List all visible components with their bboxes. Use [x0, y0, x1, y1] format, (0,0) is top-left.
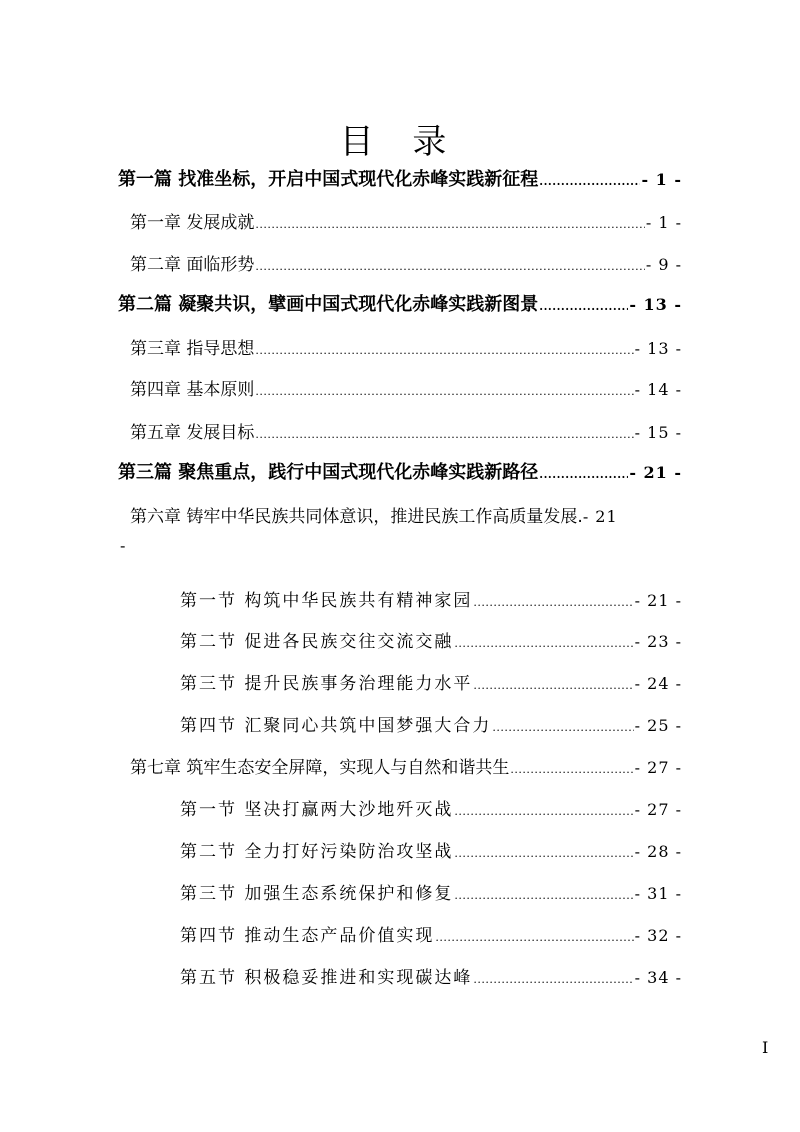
toc-entry-label: 第三章 指导思想 [130, 339, 255, 359]
toc-entry-page: - 14 - [634, 380, 682, 399]
toc-entry-page: - 1 - [645, 213, 682, 232]
toc-entry-label: 第四节 推动生态产品价值实现 [180, 926, 435, 946]
leader-dots [539, 462, 628, 488]
leader-dots [454, 841, 633, 867]
leader-dots [255, 254, 644, 280]
toc-entry-section-6-4[interactable] [180, 713, 682, 739]
leader-dots [454, 883, 633, 909]
toc-entry-chapter-6[interactable] [130, 504, 690, 530]
toc-entry-page: - 34 - [634, 968, 682, 987]
toc-entry-page: - 13 - [634, 339, 682, 358]
leader-dots [454, 799, 633, 825]
toc-entry-label: 第一章 发展成就 [130, 213, 255, 233]
toc-entry-chapter-3[interactable] [130, 336, 682, 362]
toc-entry-section-7-2[interactable] [180, 839, 682, 865]
toc-entry-page: - 27 - [634, 758, 682, 777]
toc-entry-chapter-7[interactable] [130, 755, 682, 781]
leader-dots [255, 338, 633, 364]
toc-entry-part-1[interactable] [118, 167, 682, 193]
toc-entry-label: 第六章 铸牢中华民族共同体意识，推进民族工作高质量发展. [130, 507, 583, 527]
leader-dots [255, 422, 633, 448]
toc-entry-section-7-1[interactable] [180, 797, 682, 823]
toc-entry-page: - 1 - [641, 170, 682, 189]
toc-entry-section-7-3[interactable] [180, 881, 682, 907]
toc-entry-label: 第三节 提升民族事务治理能力水平 [180, 674, 473, 694]
toc-entry-label: 第一节 坚决打赢两大沙地歼灭战 [180, 800, 454, 820]
toc-entry-part-2[interactable] [118, 292, 682, 318]
toc-entry-section-6-3[interactable] [180, 671, 682, 697]
toc-entry-section-6-1[interactable] [180, 588, 682, 614]
toc-entry-label: 第三节 加强生态系统保护和修复 [180, 884, 454, 904]
toc-entry-label: 第五节 积极稳妥推进和实现碳达峰 [180, 968, 473, 988]
toc-entry-section-7-5[interactable] [180, 965, 682, 991]
toc-entry-page: - 27 - [634, 800, 682, 819]
page-number: I [762, 1038, 769, 1057]
toc-entry-label: 第二章 面临形势 [130, 255, 255, 275]
toc-entry-chapter-5[interactable] [130, 420, 682, 446]
toc-entry-chapter-4[interactable] [130, 377, 682, 403]
toc-entry-label: 第二节 全力打好污染防治攻坚战 [180, 842, 454, 862]
toc-entry-page: - 28 - [634, 842, 682, 861]
toc-entry-label: 第二篇 凝聚共识，擘画中国式现代化赤峰实践新图景 [118, 294, 539, 315]
toc-entry-label: 第七章 筑牢生态安全屏障，实现人与自然和谐共生 [130, 758, 510, 778]
leader-dots [255, 379, 633, 405]
toc-entry-page: - 24 - [634, 674, 682, 693]
toc-entry-label: 第一节 构筑中华民族共有精神家园 [180, 591, 473, 611]
toc-title: 目 录 [339, 122, 461, 162]
toc-entry-section-6-2[interactable] [180, 629, 682, 655]
toc-entry-page: - 9 - [645, 255, 682, 274]
toc-entry-section-7-4[interactable] [180, 923, 682, 949]
leader-dots [454, 631, 633, 657]
toc-entry-page-wrap: - [120, 536, 126, 555]
toc-entry-part-3[interactable] [118, 460, 682, 486]
toc-entry-label: 第一篇 找准坐标，开启中国式现代化赤峰实践新征程 [118, 169, 539, 190]
toc-entry-label: 第五章 发展目标 [130, 423, 255, 443]
leader-dots [539, 294, 628, 320]
leader-dots [473, 590, 633, 616]
toc-entry-label: 第四节 汇聚同心共筑中国梦强大合力 [180, 716, 492, 736]
leader-dots [539, 169, 640, 195]
toc-entry-page: - 32 - [634, 926, 682, 945]
leader-dots [435, 925, 633, 951]
toc-entry-page: - 13 - [629, 295, 682, 314]
leader-dots [473, 967, 633, 993]
toc-entry-chapter-2[interactable] [130, 252, 682, 278]
leader-dots [473, 673, 633, 699]
leader-dots [492, 715, 633, 741]
toc-entry-label: 第三篇 聚焦重点，践行中国式现代化赤峰实践新路径 [118, 462, 539, 483]
toc-entry-page: - 31 - [634, 884, 682, 903]
toc-entry-page: - 25 - [634, 716, 682, 735]
toc-entry-page: - 21 - [634, 591, 682, 610]
leader-dots [510, 757, 633, 783]
toc-entry-page: - 15 - [634, 423, 682, 442]
toc-entry-page: - 23 - [634, 632, 682, 651]
toc-entry-label: 第四章 基本原则 [130, 380, 255, 400]
toc-entry-page: - 21 [582, 507, 618, 526]
leader-dots [255, 212, 644, 238]
toc-entry-label: 第二节 促进各民族交往交流交融 [180, 632, 454, 652]
toc-entry-page: - 21 - [629, 463, 682, 482]
toc-entry-chapter-1[interactable] [130, 210, 682, 236]
